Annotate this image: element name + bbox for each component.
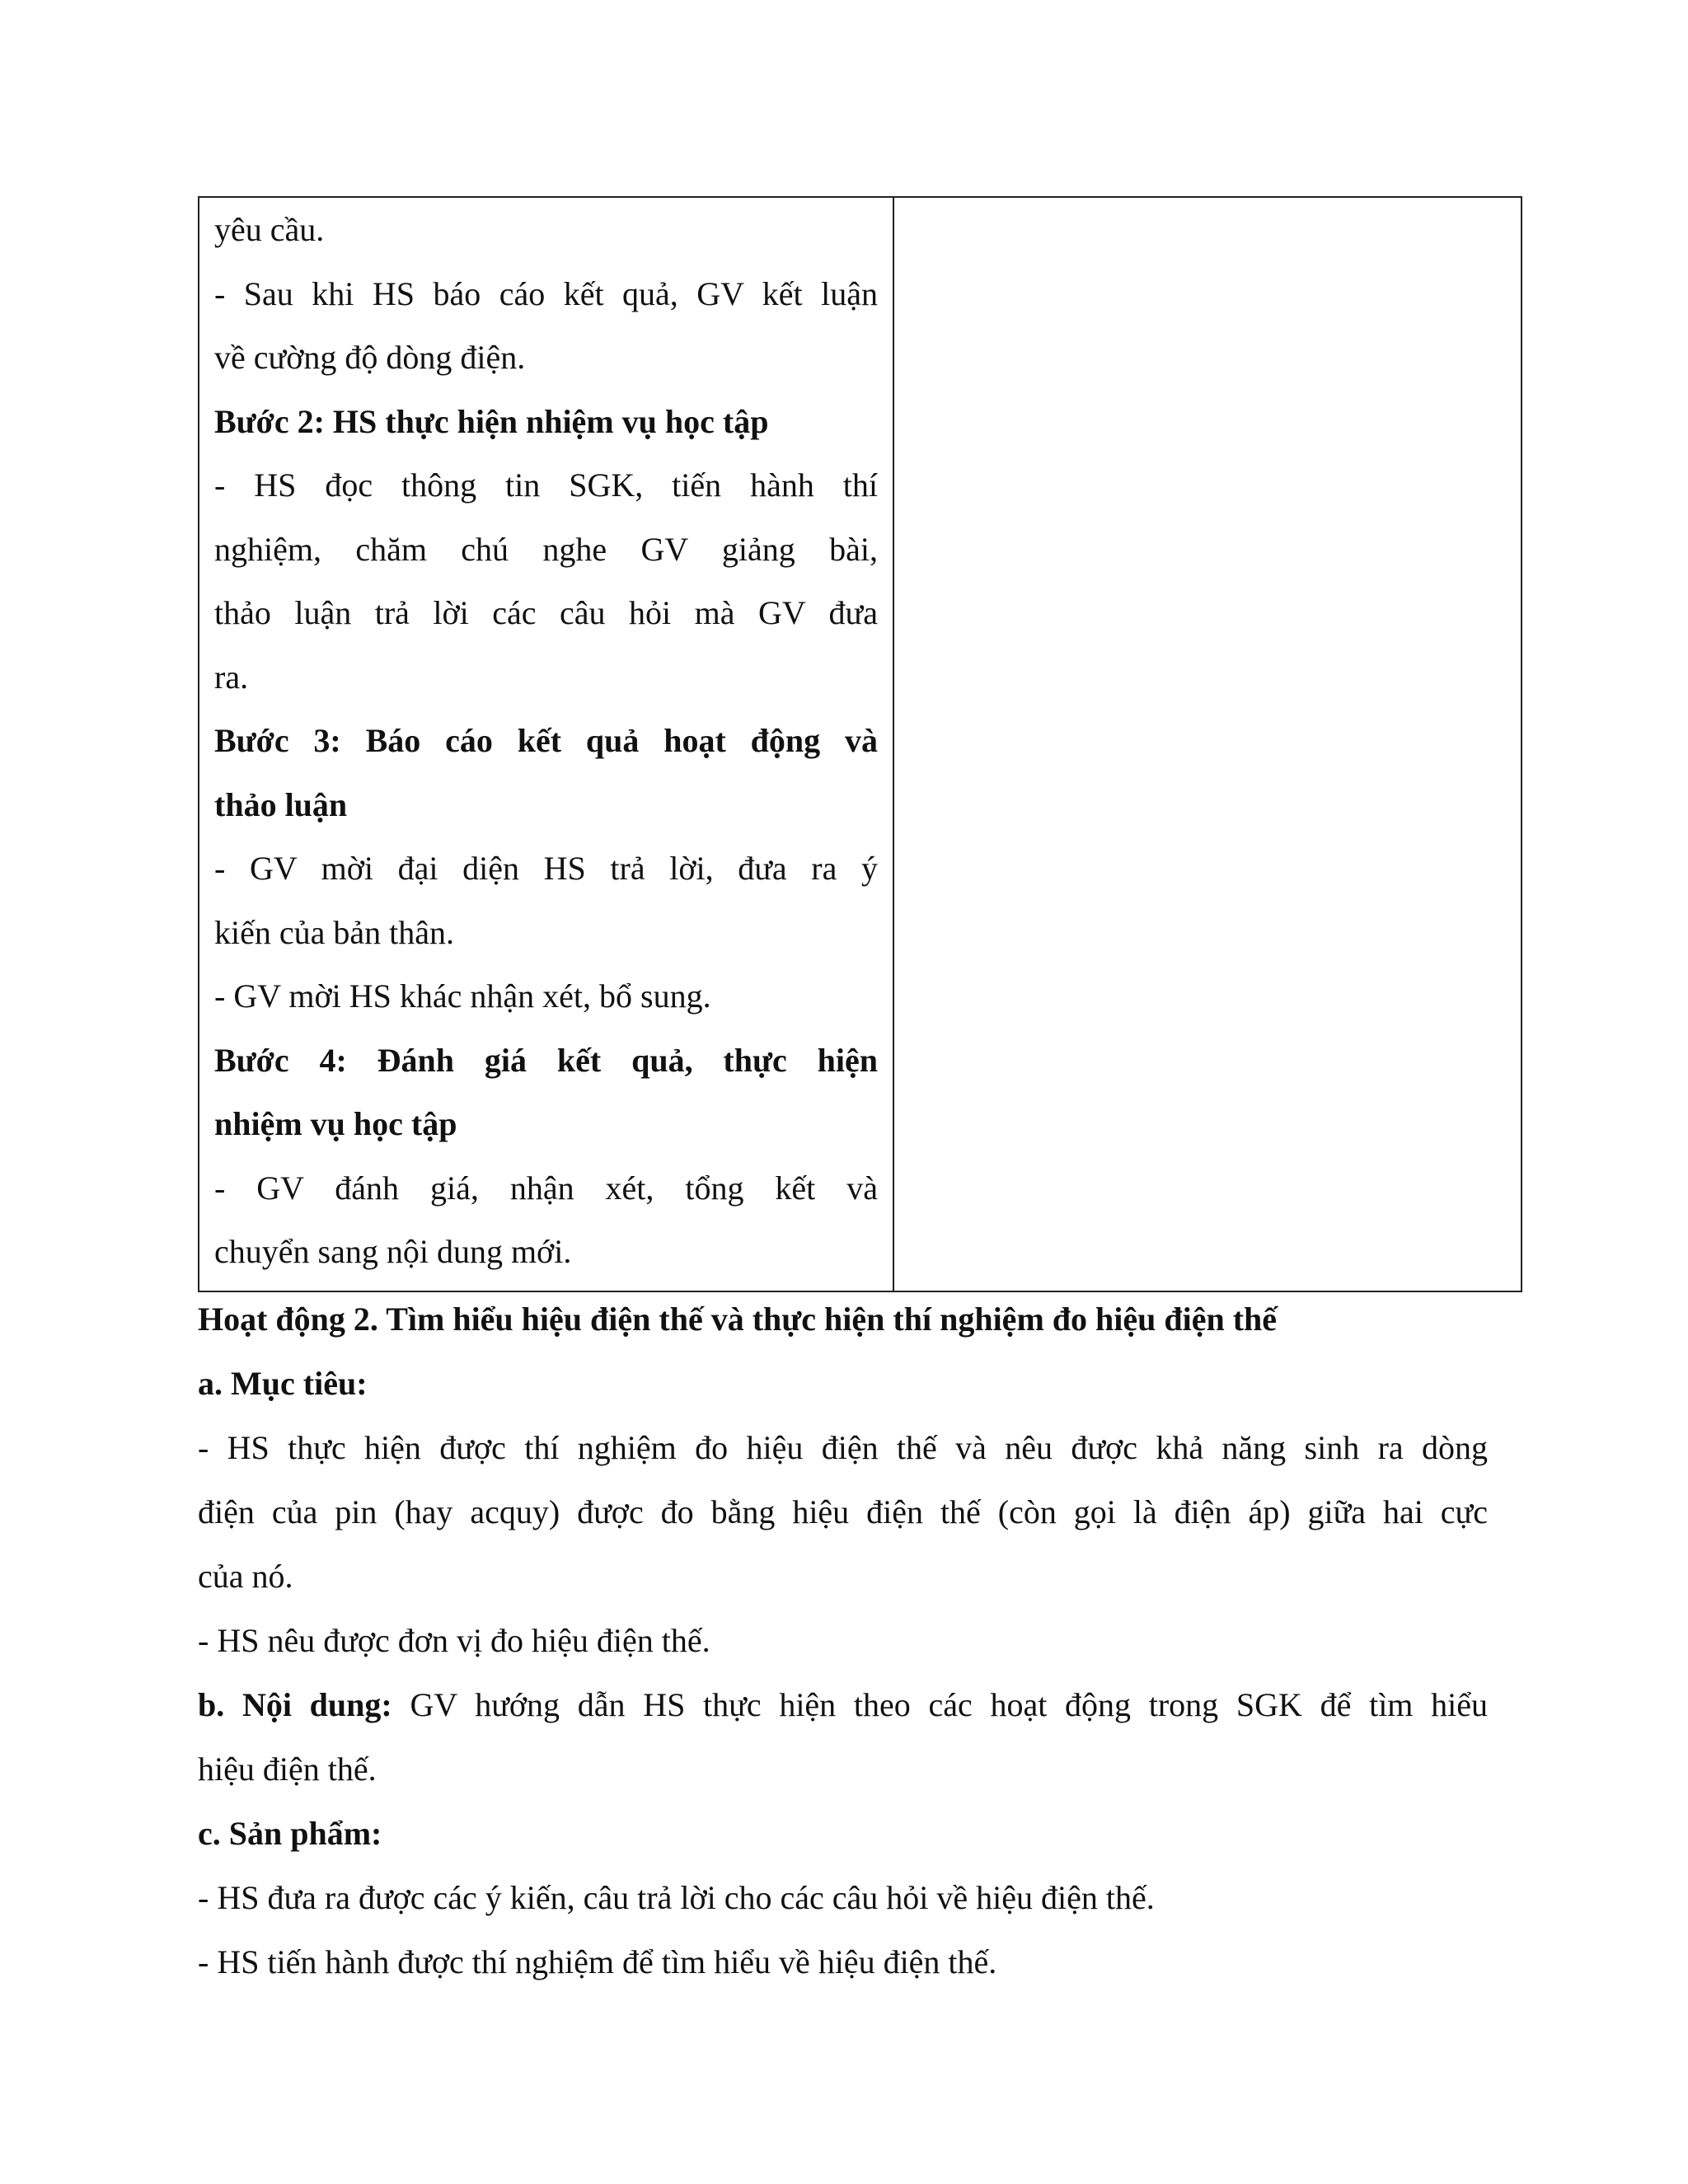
step-heading-line: nhiệm vụ học tập [214,1105,457,1142]
step-text-line: chuyển sang nội dung mới. [214,1233,572,1270]
expected-outcome-cell [893,197,1522,1291]
objective-line: - HS thực hiện được thí nghiệm đo hiệu điện thế và nêu được khả năng sinh ra dòng [198,1429,1488,1466]
step-text-line: thảo luận trả lời các câu hỏi mà GV đưa [214,594,878,631]
lesson-table [198,196,1522,1292]
step-text-line: kiến của bản thân. [214,913,454,951]
step-text-line: - GV mời HS khác nhận xét, bổ sung. [214,977,711,1015]
activity-title: Hoạt động 2. Tìm hiểu hiệu điện thế và thực hiện thí nghiệm đo hiệu điện thế [198,1301,1278,1338]
step-heading-line: Bước 4: Đánh giá kết quả, thực hiện [214,1041,878,1079]
objective-line: của nó. [198,1558,293,1595]
step-text-line: - GV đánh giá, nhận xét, tổng kết và [214,1169,878,1207]
step-heading-line: thảo luận [214,785,348,823]
content-text-cont: hiệu điện thế. [198,1750,377,1788]
step-text-line: - Sau khi HS báo cáo kết quả, GV kết luận [214,274,878,312]
content-text: GV hướng dẫn HS thực hiện theo các hoạt động trong SGK để tìm hiểu [392,1686,1488,1723]
objective-line: - HS nêu được đơn vị đo hiệu điện thế. [198,1622,710,1659]
section-body [198,1287,1488,1994]
teacher-student-activity-cell [199,197,893,1291]
product-line: - HS tiến hành được thí nghiệm để tìm hiểu về hiệu điện thế. [198,1943,997,1980]
step-text-line: - HS đọc thông tin SGK, tiến hành thí [214,466,878,504]
content-heading: b. Nội dung: [198,1686,392,1723]
step-text-line: về cường độ dòng điện. [214,339,526,376]
step-heading-line: Bước 2: HS thực hiện nhiệm vụ học tập [214,402,769,440]
activity-steps [214,198,878,1284]
product-heading: c. Sản phẩm: [198,1815,382,1852]
product-line: - HS đưa ra được các ý kiến, câu trả lời cho các câu hỏi về hiệu điện thế. [198,1879,1155,1916]
step-text-line: - GV mời đại diện HS trả lời, đưa ra ý [214,850,878,887]
table-row [199,197,1522,1291]
step-text-line: nghiệm, chăm chú nghe GV giảng bài, [214,530,878,568]
step-text-line: yêu cầu. [214,211,325,248]
objective-line: điện của pin (hay acquy) được đo bằng hiệu điện thế (còn gọi là điện áp) giữa hai cực [198,1493,1488,1530]
step-heading-line: Bước 3: Báo cáo kết quả hoạt động và [214,722,878,759]
objective-heading: a. Mục tiêu: [198,1365,368,1402]
step-text-line: ra. [214,658,249,696]
content-paragraph [198,1673,1488,1737]
